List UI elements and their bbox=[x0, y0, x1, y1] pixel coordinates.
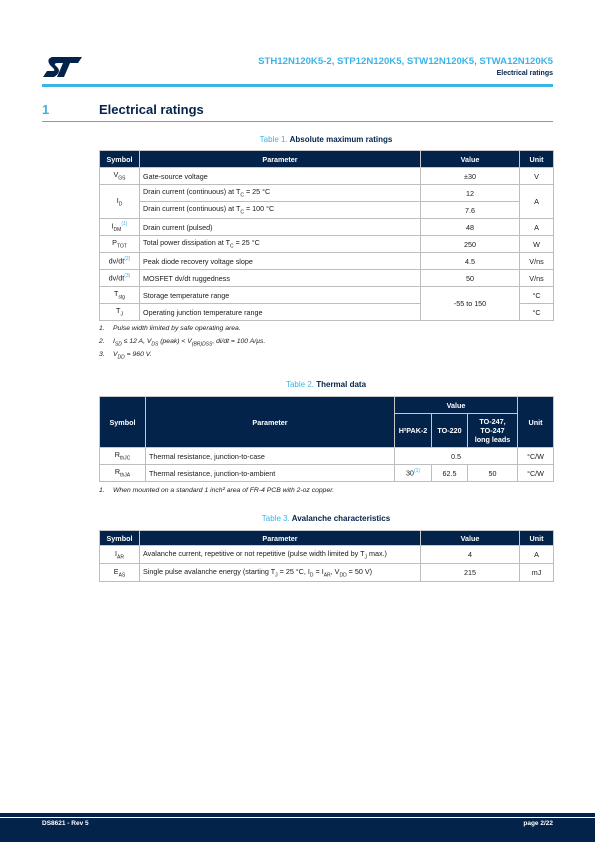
parameter-cell: MOSFET dv/dt ruggedness bbox=[140, 270, 421, 287]
table-header-row bbox=[100, 151, 554, 168]
parameter-cell: Thermal resistance, junction-to-ambient bbox=[146, 465, 395, 482]
section-divider bbox=[42, 121, 553, 122]
footer-bar bbox=[0, 818, 595, 842]
avalanche-table bbox=[99, 530, 554, 582]
parameter-cell: Storage temperature range bbox=[140, 287, 421, 304]
unit-cell: A bbox=[520, 219, 554, 236]
col-header-symbol: Symbol bbox=[100, 397, 146, 448]
thermal-data-table bbox=[99, 396, 554, 482]
table-row bbox=[100, 168, 554, 185]
table-row bbox=[100, 448, 554, 465]
unit-cell: V/ns bbox=[520, 270, 554, 287]
col-header-parameter: Parameter bbox=[140, 531, 421, 546]
symbol-cell: dv/dt$^{(3)}$ bbox=[100, 270, 140, 287]
table1-caption: Table 1. Absolute maximum ratings bbox=[259, 135, 393, 144]
col-header-value: Value bbox=[421, 151, 520, 168]
document-revision: DS8621 - Rev 5 bbox=[42, 820, 89, 827]
absolute-max-ratings-table bbox=[99, 150, 554, 321]
parameter-cell: Drain current (pulsed) bbox=[140, 219, 421, 236]
symbol-cell: dv/dt$^{(2)}$ bbox=[100, 253, 140, 270]
document-title: STH12N120K5-2, STP12N120K5, STW12N120K5, STWA12N120K5 bbox=[258, 56, 553, 67]
table-row bbox=[100, 202, 554, 219]
unit-cell: mJ bbox=[520, 564, 554, 582]
note-item: 2. $I_{SD} \le 12$ A, $V_{DS}$ (peak) < $V_{(BR)DSS}$, di/dt = 100 A/µs. bbox=[99, 338, 266, 348]
col-header-unit: Unit bbox=[520, 531, 554, 546]
table2-caption: Table 2. Thermal data bbox=[285, 380, 367, 389]
value-cell: 50 bbox=[468, 465, 518, 482]
section-title: Electrical ratings bbox=[99, 102, 204, 117]
section-number: 1 bbox=[42, 102, 50, 117]
unit-cell: V/ns bbox=[520, 253, 554, 270]
symbol-cell: $R_{thJA}$ bbox=[100, 465, 146, 482]
symbol-cell: $V_{GS}$ bbox=[100, 168, 140, 185]
table-row bbox=[100, 236, 554, 253]
value-cell: 30$^{(1)}$ bbox=[395, 465, 432, 482]
col-header-symbol: Symbol bbox=[100, 531, 140, 546]
value-cell: 12 bbox=[421, 185, 520, 202]
table3-caption: Table 3. Avalanche characteristics bbox=[261, 514, 391, 523]
symbol-cell: $T_{stg}$ bbox=[100, 287, 140, 304]
col-header-parameter: Parameter bbox=[146, 397, 395, 448]
note-item: 3. $V_{DD} = 960$ V. bbox=[99, 351, 152, 361]
parameter-cell: Avalanche current, repetitive or not repetitive (pulse width limited by $T_J$ max.) bbox=[140, 546, 421, 564]
value-cell: 50 bbox=[421, 270, 520, 287]
unit-cell: °C bbox=[520, 287, 554, 304]
parameter-cell: Single pulse avalanche energy (starting $T_J = 25$ °C, $I_D = I_{AR}$, $V_{DD} = 50$ V) bbox=[140, 564, 421, 582]
parameter-cell: Peak diode recovery voltage slope bbox=[140, 253, 421, 270]
unit-cell: W bbox=[520, 236, 554, 253]
symbol-cell: $E_{AS}$ bbox=[100, 564, 140, 582]
parameter-cell: Operating junction temperature range bbox=[140, 304, 421, 321]
header-divider bbox=[42, 84, 553, 87]
table-row bbox=[100, 253, 554, 270]
unit-cell: °C bbox=[520, 304, 554, 321]
value-cell: 215 bbox=[421, 564, 520, 582]
unit-cell: °C/W bbox=[518, 465, 554, 482]
parameter-cell: Drain current (continuous) at $T_C = 100$ °C bbox=[140, 202, 421, 219]
symbol-cell: $I_D$ bbox=[100, 185, 140, 219]
unit-cell: °C/W bbox=[518, 448, 554, 465]
table-row bbox=[100, 219, 554, 236]
symbol-cell: $R_{thJC}$ bbox=[100, 448, 146, 465]
value-cell: 48 bbox=[421, 219, 520, 236]
footer-stripe bbox=[0, 813, 595, 817]
col-header-to247: TO-247, TO-247 long leads bbox=[468, 414, 518, 448]
symbol-cell: $I_{DM}^{(1)}$ bbox=[100, 219, 140, 236]
table1-notes bbox=[99, 325, 265, 364]
col-header-value: Value bbox=[421, 531, 520, 546]
document-section-label: Electrical ratings bbox=[496, 70, 553, 77]
note-item: 1. Pulse width limited by safe operating area. bbox=[99, 325, 241, 332]
table-header-row bbox=[100, 397, 554, 414]
value-cell: 7.6 bbox=[421, 202, 520, 219]
value-cell: -55 to 150 bbox=[421, 287, 520, 321]
st-logo-icon bbox=[42, 55, 84, 79]
col-header-parameter: Parameter bbox=[140, 151, 421, 168]
note-item: 1. When mounted on a standard 1 inch² area of FR-4 PCB with 2-oz copper. bbox=[99, 487, 335, 494]
unit-cell: A bbox=[520, 546, 554, 564]
table-row bbox=[100, 564, 554, 582]
page-number: page 2/22 bbox=[523, 820, 553, 827]
table-row bbox=[100, 270, 554, 287]
col-header-to220: TO-220 bbox=[432, 414, 468, 448]
col-header-unit: Unit bbox=[520, 151, 554, 168]
unit-cell: A bbox=[520, 185, 554, 219]
value-cell: 62.5 bbox=[432, 465, 468, 482]
table-row bbox=[100, 185, 554, 202]
col-header-symbol: Symbol bbox=[100, 151, 140, 168]
value-cell: ±30 bbox=[421, 168, 520, 185]
col-header-unit: Unit bbox=[518, 397, 554, 448]
value-cell: 0.5 bbox=[395, 448, 518, 465]
parameter-cell: Gate-source voltage bbox=[140, 168, 421, 185]
table-header-row bbox=[100, 531, 554, 546]
table-row bbox=[100, 546, 554, 564]
symbol-cell: $T_J$ bbox=[100, 304, 140, 321]
parameter-cell: Total power dissipation at $T_C = 25$ °C bbox=[140, 236, 421, 253]
table2-notes bbox=[99, 487, 334, 500]
parameter-cell: Thermal resistance, junction-to-case bbox=[146, 448, 395, 465]
unit-cell: V bbox=[520, 168, 554, 185]
value-cell: 4.5 bbox=[421, 253, 520, 270]
symbol-cell: $P_{TOT}$ bbox=[100, 236, 140, 253]
table-row bbox=[100, 465, 554, 482]
value-cell: 250 bbox=[421, 236, 520, 253]
table-row bbox=[100, 287, 554, 304]
col-header-h2pak: H²PAK-2 bbox=[395, 414, 432, 448]
value-cell: 4 bbox=[421, 546, 520, 564]
col-header-value: Value bbox=[395, 397, 518, 414]
symbol-cell: $I_{AR}$ bbox=[100, 546, 140, 564]
parameter-cell: Drain current (continuous) at $T_C = 25$ °C bbox=[140, 185, 421, 202]
